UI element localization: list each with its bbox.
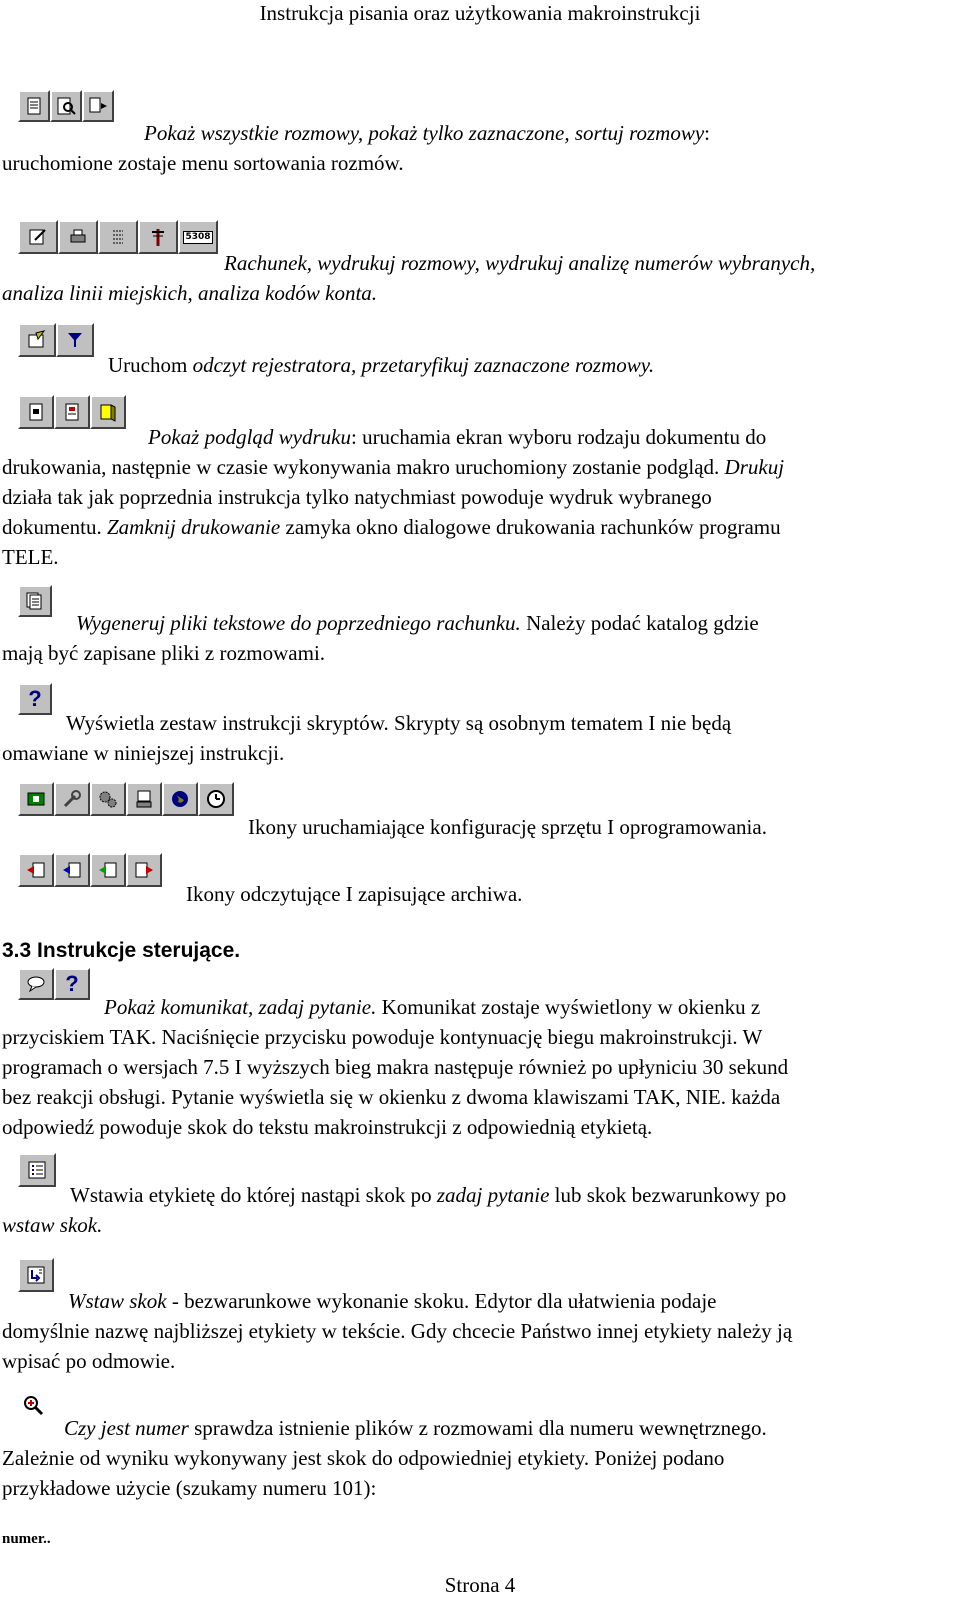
toolbar-config: [18, 782, 234, 816]
recorder-italic: odczyt rejestratora, przetaryfikuj zaznaczone rozmowy.: [187, 353, 655, 377]
jump-line3: wpisać po odmowie.: [2, 1349, 176, 1373]
config-line1: Ikony uruchamiające konfigurację sprzętu I oprogramowania.: [248, 815, 767, 839]
number-code-icon[interactable]: 5308: [178, 220, 218, 254]
bill-line1: Rachunek, wydrukuj rozmowy, wydrukuj analizę numerów wybranych,: [224, 251, 816, 275]
message-line2: przyciskiem TAK. Naciśnięcie przycisku powoduje kontynuację biegu makroinstrukcji. W: [2, 1025, 763, 1049]
label-italic2: wstaw skok.: [2, 1213, 103, 1237]
section-jump: [2, 1286, 952, 1376]
archive-line1: Ikony odczytujące I zapisujące archiwa.: [186, 882, 523, 906]
section-label: [2, 1180, 952, 1240]
search-text1: sprawdza istnienie plików z rozmowami dla numeru wewnętrznego.: [188, 1416, 767, 1440]
clock-icon[interactable]: [198, 782, 234, 816]
print-line4b: zamyka okno dialogowe drukowania rachunków programu: [280, 515, 781, 539]
help-line1: Wyświetla zestaw instrukcji skryptów. Skrypty są osobnym tematem I nie będą: [66, 711, 732, 735]
example-text: numer..: [2, 1531, 51, 1547]
print-italic2: Drukuj: [719, 455, 785, 479]
text-files-italic: Wygeneruj pliki tekstowe do poprzedniego rachunku.: [76, 611, 521, 635]
message-line3: programach o wersjach 7.5 I wyższych bieg makra następuje również po upłyniciu 30 sekund: [2, 1055, 789, 1079]
section-bill: [2, 248, 952, 308]
help-line2: omawiane w niniejszej instrukcji.: [2, 741, 285, 765]
label-text2: lub skok bezwarunkowy po: [549, 1183, 787, 1207]
section-sort: [2, 118, 952, 178]
section-message: [2, 992, 952, 1142]
print-line2: drukowania, następnie w czasie wykonywania makro uruchomiony zostanie podgląd.: [2, 455, 720, 479]
text-files-text1: Należy podać katalog gdzie: [520, 611, 759, 635]
globe-icon[interactable]: [162, 782, 198, 816]
sort-colon: :: [704, 121, 711, 145]
sort-italic: Pokaż wszystkie rozmowy, pokaż tylko zaznaczone, sortuj rozmowy: [144, 121, 705, 145]
recorder-plain: Uruchom: [108, 353, 188, 377]
section-search: [2, 1413, 952, 1503]
search-line2: Zależnie od wyniku wykonywany jest skok do odpowiedniej etykiety. Poniżej podano: [2, 1446, 725, 1470]
section-heading: 3.3 Instrukcje sterujące.: [2, 939, 241, 962]
page-footer: Strona 4: [444, 1573, 516, 1597]
search-italic: Czy jest numer: [64, 1416, 189, 1440]
message-italic: Pokaż komunikat, zadaj pytanie.: [104, 995, 377, 1019]
text-files-line2: mają być zapisane pliki z rozmowami.: [2, 641, 326, 665]
message-line4: bez reakcji obsługi. Pytanie wyświetla się w okienku z dwoma klawiszami TAK, NIE. każda: [2, 1085, 781, 1109]
section-help: [2, 708, 952, 768]
jump-text1: - bezwarunkowe wykonanie skoku. Edytor dla ułatwienia podaje: [166, 1289, 717, 1313]
section-text-files: [2, 608, 952, 668]
bill-line2: analiza linii miejskich, analiza kodów konta.: [2, 281, 378, 305]
question-icon[interactable]: ?: [54, 968, 90, 1000]
computer-icon[interactable]: [126, 782, 162, 816]
print-line3: działa tak jak poprzednia instrukcja tylko natychmiast powoduje wydruk wybranego: [2, 485, 712, 509]
page-header: Instrukcja pisania oraz użytkowania makroinstrukcji: [259, 1, 701, 25]
help-icon[interactable]: ?: [18, 683, 52, 715]
hardware-config-icon[interactable]: [18, 782, 54, 816]
sort-line2: uruchomione zostaje menu sortowania rozmów.: [2, 151, 404, 175]
print-italic1: Pokaż podgląd wydruku: [148, 425, 351, 449]
section-archive: [2, 879, 952, 909]
section-config: [2, 812, 952, 842]
label-text1: Wstawia etykietę do której nastąpi skok po: [70, 1183, 437, 1207]
message-line5: odpowiedź powoduje skok do tekstu makroinstrukcji z odpowiednią etykietą.: [2, 1115, 653, 1139]
print-line4a: dokumentu.: [2, 515, 107, 539]
section-print: [2, 422, 952, 572]
jump-line2: domyślnie nazwę najbliższej etykiety w tekście. Gdy chcecie Państwo innej etykiety należy ją: [2, 1319, 793, 1343]
section-recorder: [2, 350, 952, 380]
print-italic3: Zamknij drukowanie: [107, 515, 281, 539]
message-text1: Komunikat zostaje wyświetlony w okienku z: [376, 995, 761, 1019]
label-italic1: zadaj pytanie: [436, 1183, 550, 1207]
print-line5: TELE.: [2, 545, 59, 569]
print-text1: : uruchamia ekran wyboru rodzaju dokumentu do: [350, 425, 767, 449]
search-line3: przykładowe użycie (szukamy numeru 101):: [2, 1476, 377, 1500]
jump-italic: Wstaw skok: [68, 1289, 167, 1313]
wrench-icon[interactable]: [54, 782, 90, 816]
gears-icon[interactable]: [90, 782, 126, 816]
